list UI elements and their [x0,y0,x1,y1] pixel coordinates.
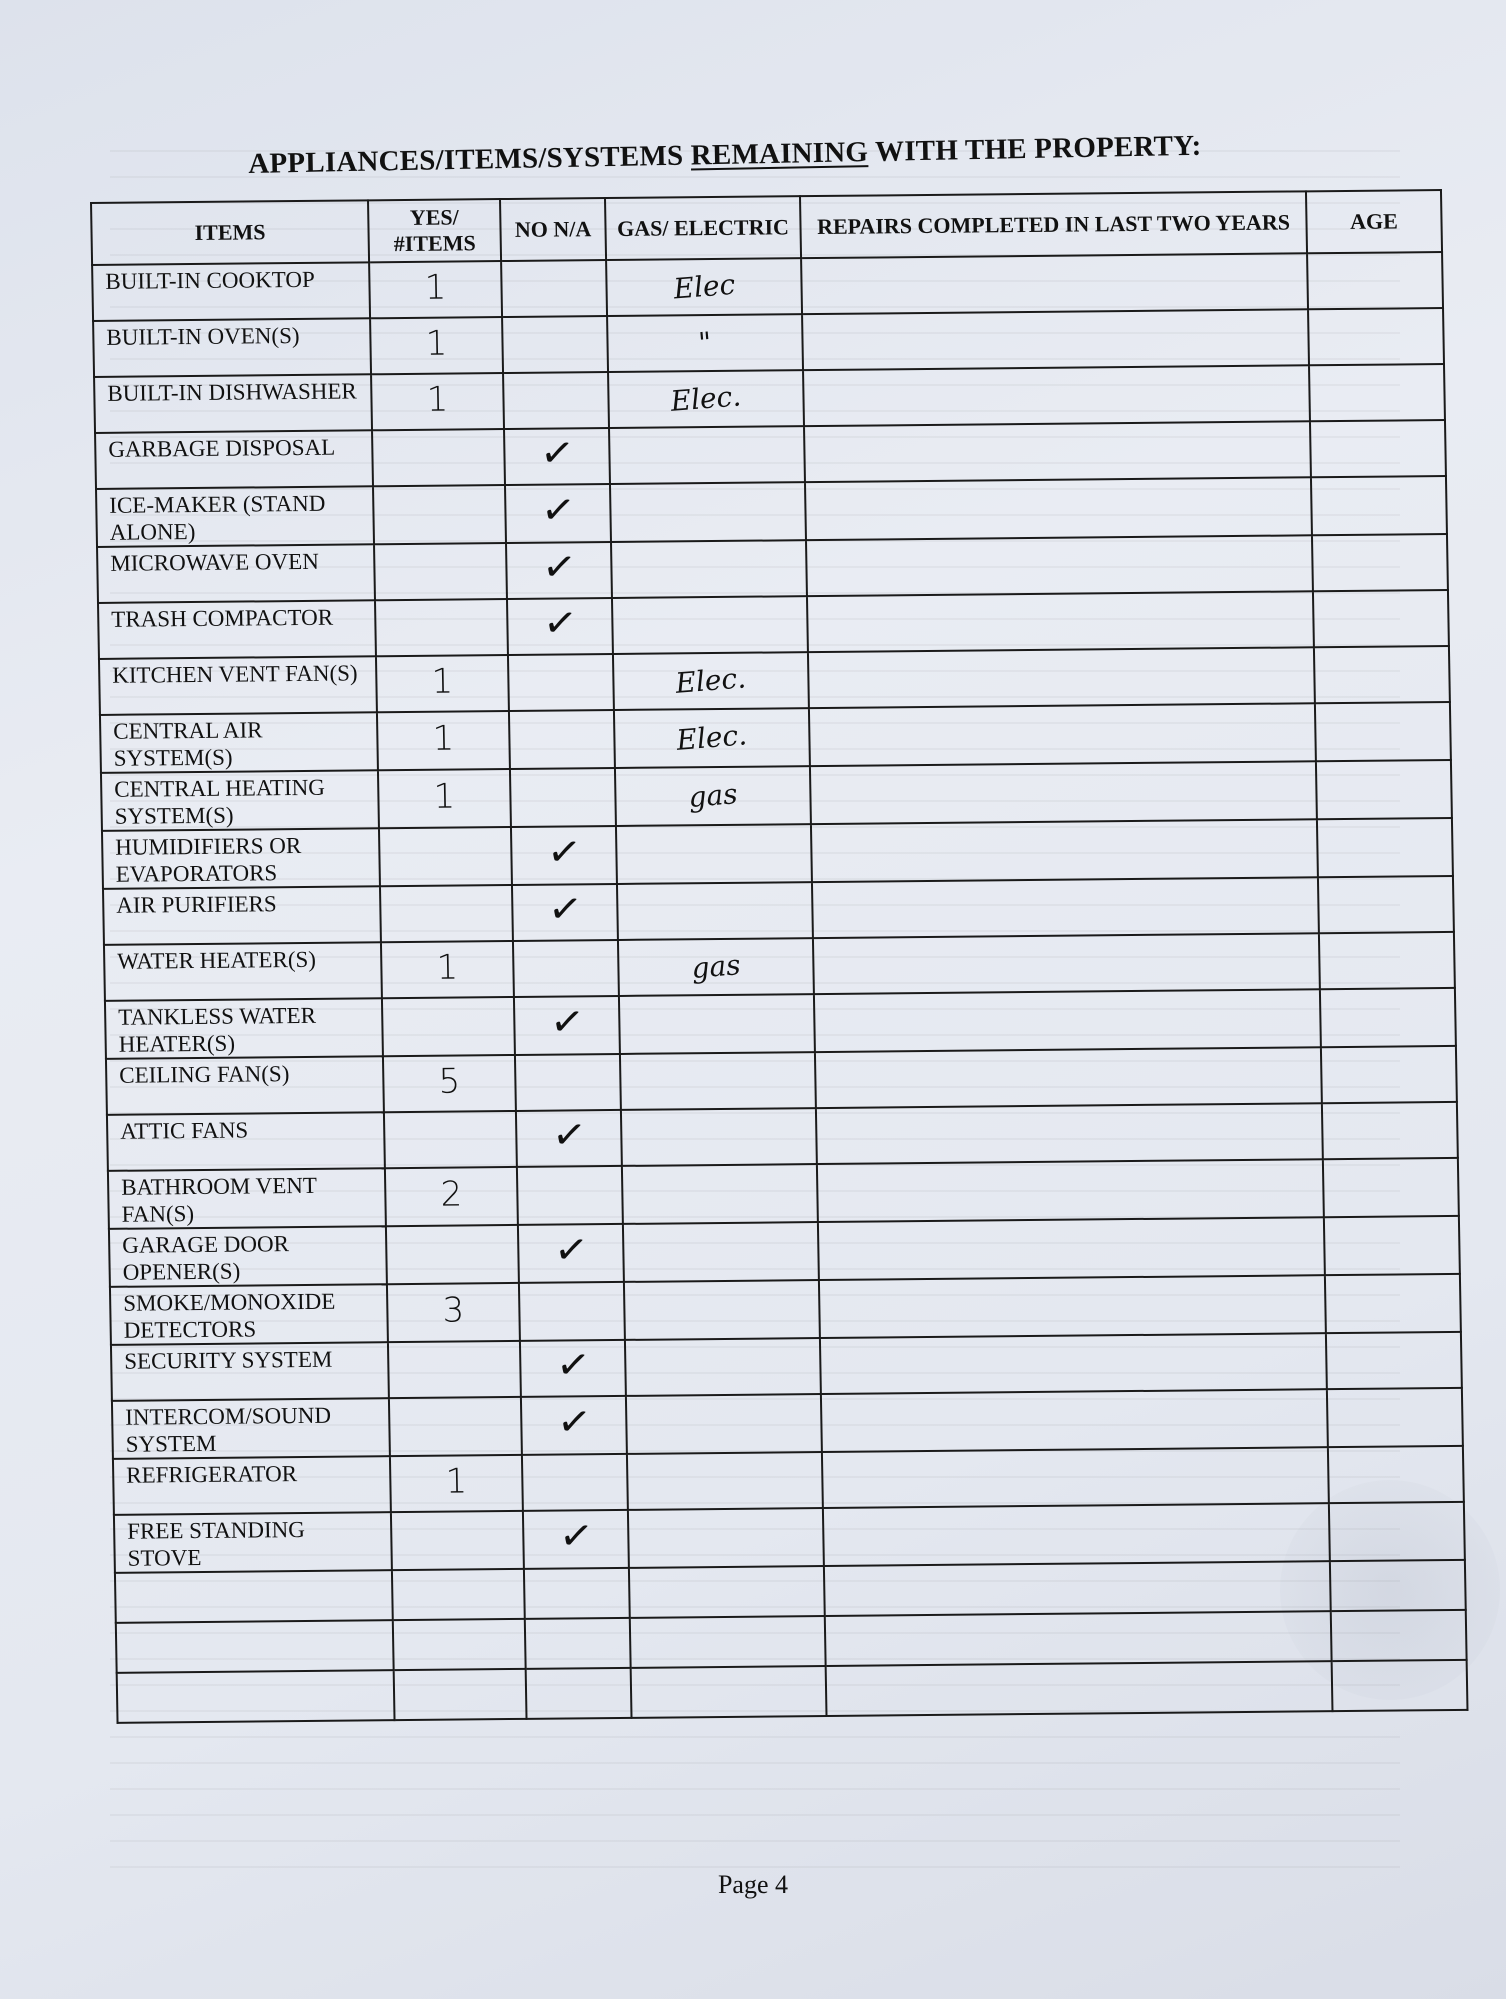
age-cell [1323,1158,1459,1217]
repairs-cell [813,933,1320,994]
no-na-cell [507,598,613,655]
repairs-cell [805,477,1312,540]
item-name-cell: SMOKE/MONOXIDE DETECTORS [110,1284,388,1345]
page-title [248,129,1248,181]
age-cell [1322,1102,1458,1159]
yes-count-cell [388,1341,521,1398]
header-gas-electric: GAS/ ELECTRIC [605,196,801,260]
handwritten-fuel: gas [690,947,742,985]
no-na-cell [510,768,616,827]
item-name-cell: CENTRAL HEATING SYSTEM(S) [101,770,379,831]
blank-cell [631,1666,827,1718]
blank-cell [630,1616,826,1668]
title-prefix: APPLIANCES/ITEMS/SYSTEMS [248,139,692,180]
item-name-cell: SECURITY SYSTEM [111,1342,389,1401]
item-name-cell: BATHROOM VENT FAN(S) [108,1168,386,1229]
checkmark-icon: ✓ [538,485,578,536]
age-cell [1319,932,1455,989]
yes-count-cell [385,1167,518,1226]
handwritten-count: 5 [438,1061,461,1102]
blank-cell [1330,1560,1466,1611]
item-name-cell: TANKLESS WATER HEATER(S) [105,998,383,1059]
blank-cell [115,1570,393,1623]
no-na-cell [505,484,611,543]
handwritten-count: 2 [440,1174,463,1215]
item-name-cell: ICE-MAKER (STAND ALONE) [96,486,374,547]
repairs-cell [809,703,1316,766]
no-na-cell [504,428,610,485]
item-name-cell: INTERCOM/SOUND SYSTEM [112,1398,390,1459]
handwritten-count: 1 [431,661,454,702]
age-cell [1327,1388,1463,1447]
repairs-cell [801,253,1308,314]
handwritten-count: 1 [432,718,455,759]
gas-electric-cell [628,1508,824,1568]
repairs-cell [807,591,1314,652]
item-name-cell: CEILING FAN(S) [106,1056,384,1115]
no-na-cell [503,372,609,429]
handwritten-count: 1 [433,776,456,817]
gas-electric-cell [610,482,806,542]
appliances-table-wrapper [90,189,1467,1724]
no-na-cell [521,1396,627,1455]
gas-electric-cell [624,1280,820,1340]
header-no-na: NO N/A [500,198,606,261]
age-cell [1316,760,1452,819]
page-number: Page 4 [717,1870,789,1899]
gas-electric-cell [625,1338,821,1396]
header-repairs: REPAIRS COMPLETED IN LAST TWO YEARS [800,191,1307,258]
gas-electric-cell [614,708,810,768]
age-cell [1324,1216,1460,1275]
repairs-cell [818,1217,1325,1280]
gas-electric-cell [606,258,802,316]
age-cell [1325,1274,1461,1333]
item-name-cell: GARBAGE DISPOSAL [95,430,373,489]
item-name-cell: BUILT-IN DISHWASHER [94,374,372,433]
repairs-cell [823,1503,1330,1566]
handwritten-fuel: Elec. [674,660,748,700]
age-cell [1308,308,1444,365]
handwritten-count: 1 [425,323,448,364]
gas-electric-cell [626,1394,822,1454]
checkmark-icon: ✓ [545,884,585,935]
checkmark-icon: ✓ [556,1511,596,1562]
checkmark-icon: ✓ [539,542,579,593]
yes-count-cell [386,1225,519,1284]
gas-electric-cell [617,882,813,940]
no-na-cell [518,1224,624,1283]
gas-electric-cell [613,652,809,710]
yes-count-cell [372,429,505,486]
blank-cell [117,1670,395,1723]
no-na-cell [520,1340,626,1397]
yes-count-cell [373,485,506,544]
age-cell [1321,1046,1457,1103]
repairs-cell [808,647,1315,708]
gas-electric-cell [612,596,808,654]
age-cell [1312,534,1448,591]
yes-count-cell [378,769,511,828]
repairs-cell [803,365,1310,426]
gas-electric-cell [616,824,812,884]
yes-count-cell [374,543,507,600]
repairs-cell [806,535,1313,596]
repairs-cell [802,309,1309,370]
blank-cell [825,1611,1332,1666]
age-cell [1314,646,1450,703]
yes-count-cell [380,885,513,942]
no-na-cell [515,1054,621,1111]
title-suffix: WITH THE PROPERTY: [867,129,1202,169]
header-items: ITEMS [91,200,369,265]
yes-count-cell [371,373,504,430]
repairs-cell [820,1333,1327,1394]
no-na-cell [502,316,608,373]
header-age: AGE [1306,190,1442,253]
no-na-cell [523,1510,629,1569]
no-na-cell [509,710,615,769]
gas-electric-cell [615,766,811,826]
handwritten-count: 1 [445,1461,468,1502]
item-name-cell: REFRIGERATOR [113,1456,391,1515]
handwritten-count: 1 [424,267,447,308]
age-cell [1329,1502,1465,1561]
yes-count-cell [384,1111,517,1168]
yes-count-cell [369,261,502,318]
blank-cell [1331,1610,1467,1661]
repairs-cell [817,1159,1324,1222]
blank-cell [824,1561,1331,1616]
gas-electric-cell [607,314,803,372]
blank-cell [826,1661,1333,1716]
item-name-cell: HUMIDIFIERS OR EVAPORATORS [102,828,380,889]
gas-electric-cell [622,1164,818,1224]
age-cell [1307,252,1443,309]
gas-electric-cell [609,426,805,484]
table-body [92,252,1467,1723]
blank-cell [525,1618,631,1669]
age-cell [1326,1332,1462,1389]
blank-cell [526,1668,632,1719]
repairs-cell [819,1275,1326,1338]
no-na-cell [513,940,619,997]
blank-cell [393,1619,526,1670]
yes-count-cell [390,1455,523,1512]
age-cell [1313,590,1449,647]
age-cell [1311,476,1447,535]
yes-count-cell [379,827,512,886]
item-name-cell: AIR PURIFIERS [103,886,381,945]
repairs-cell [815,1047,1322,1108]
appliances-table [90,189,1469,1724]
checkmark-icon: ✓ [540,598,580,649]
repairs-cell [816,1103,1323,1164]
item-name-cell: FREE STANDING STOVE [114,1512,392,1573]
checkmark-icon: ✓ [547,997,587,1048]
item-name-cell: ATTIC FANS [107,1112,385,1171]
no-na-cell [508,654,614,711]
gas-electric-cell [618,938,814,996]
yes-count-cell [383,1055,516,1112]
handwritten-fuel: Elec. [675,717,749,757]
item-name-cell: TRASH COMPACTOR [98,600,376,659]
handwritten-fuel: gas [687,776,739,814]
item-name-cell: BUILT-IN OVEN(S) [93,318,371,377]
yes-count-cell [381,941,514,998]
yes-count-cell [377,711,510,770]
blank-cell [629,1566,825,1618]
gas-electric-cell [627,1452,823,1510]
no-na-cell [522,1454,628,1511]
age-cell [1320,988,1456,1047]
handwritten-fuel: Elec. [669,378,743,418]
handwritten-fuel: Elec [671,267,737,306]
repairs-cell [812,877,1319,938]
repairs-cell [822,1447,1329,1508]
handwritten-fuel: " [697,325,713,360]
checkmark-icon: ✓ [549,1110,589,1161]
gas-electric-cell [611,540,807,598]
repairs-cell [811,819,1318,882]
yes-count-cell [376,655,509,712]
item-name-cell: WATER HEATER(S) [104,942,382,1001]
blank-cell [392,1569,525,1620]
yes-count-cell [382,997,515,1056]
header-yes-items: YES/ #ITEMS [368,199,501,262]
age-cell [1309,364,1445,421]
blank-cell [524,1568,630,1619]
item-name-cell: GARAGE DOOR OPENER(S) [109,1226,387,1287]
repairs-cell [821,1389,1328,1452]
no-na-cell [506,542,612,599]
gas-electric-cell [608,370,804,428]
age-cell [1318,876,1454,933]
checkmark-icon: ✓ [544,827,584,878]
gas-electric-cell [621,1108,817,1166]
yes-count-cell [389,1397,522,1456]
item-name-cell: MICROWAVE OVEN [97,544,375,603]
blank-cell [394,1669,527,1720]
checkmark-icon: ✓ [537,428,577,479]
handwritten-count: 1 [426,379,449,420]
item-name-cell: BUILT-IN COOKTOP [92,262,370,321]
gas-electric-cell [619,994,815,1054]
checkmark-icon: ✓ [553,1340,593,1391]
age-cell [1310,420,1446,477]
item-name-cell: CENTRAL AIR SYSTEM(S) [100,712,378,773]
item-name-cell: KITCHEN VENT FAN(S) [99,656,377,715]
handwritten-count: 3 [442,1290,465,1331]
age-cell [1328,1446,1464,1503]
repairs-cell [804,421,1311,482]
yes-count-cell [370,317,503,374]
blank-cell [1332,1660,1468,1711]
no-na-cell [514,996,620,1055]
no-na-cell [516,1110,622,1167]
checkmark-icon: ✓ [554,1397,594,1448]
no-na-cell [517,1166,623,1225]
gas-electric-cell [620,1052,816,1110]
title-underlined-word: REMAINING [690,136,869,172]
repairs-cell [810,761,1317,824]
gas-electric-cell [623,1222,819,1282]
no-na-cell [512,884,618,941]
yes-count-cell [375,599,508,656]
handwritten-count: 1 [436,947,459,988]
yes-count-cell [387,1283,520,1342]
blank-cell [116,1620,394,1673]
no-na-cell [511,826,617,885]
age-cell [1315,702,1451,761]
yes-count-cell [391,1511,524,1570]
age-cell [1317,818,1453,877]
checkmark-icon: ✓ [551,1225,591,1276]
no-na-cell [501,260,607,317]
no-na-cell [519,1282,625,1341]
repairs-cell [814,989,1321,1052]
